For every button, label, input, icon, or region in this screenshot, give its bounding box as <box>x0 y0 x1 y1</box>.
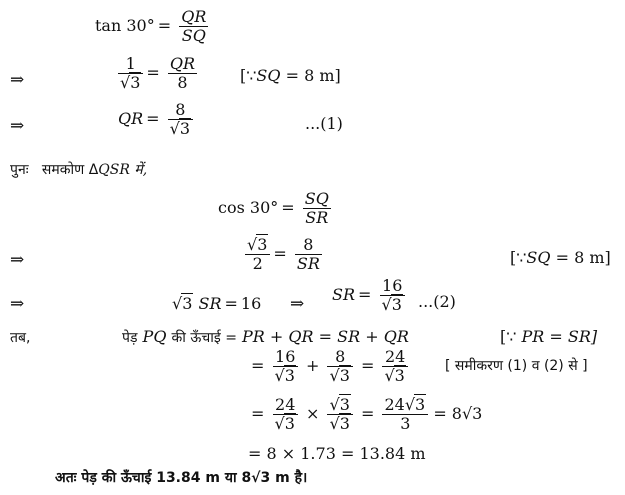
fraction-8-root3 <box>168 101 193 138</box>
fraction-root3-2 <box>245 236 270 273</box>
radical: √ <box>169 119 180 138</box>
denominator <box>327 366 352 385</box>
radicand: 3 <box>394 366 405 385</box>
radicand: 3 <box>182 294 193 313</box>
denominator: 2 <box>245 254 270 273</box>
denominator: 8 <box>168 73 197 92</box>
eq-tan30: tan 30° = $\frac{QR}{SQ}$ <box>95 7 207 45</box>
radical: √ <box>274 414 285 433</box>
numerator: 8 <box>175 100 186 119</box>
radical: √ <box>247 235 258 254</box>
sq-text: SQ <box>526 248 551 267</box>
denominator <box>327 414 352 433</box>
value-16: 16 <box>240 294 262 313</box>
numerator: 8 <box>335 347 346 366</box>
radicand: 3 <box>415 395 426 414</box>
radicand: 3 <box>130 73 141 92</box>
radical: √ <box>329 366 340 385</box>
eight-root3: = 8√3 <box>433 404 483 423</box>
value: = 8 m <box>285 66 335 85</box>
because-symbol: [∵ <box>240 66 257 85</box>
numerator: 1 <box>125 54 136 73</box>
radicand: 3 <box>257 235 268 254</box>
numerator: 24 <box>275 395 296 414</box>
sq-text: SQ <box>256 66 281 85</box>
fraction-sq-sr <box>303 190 331 227</box>
implies-arrow: ⇒ <box>10 294 25 314</box>
eq-one-root3: $\frac{1}{√3}$ = $\frac{QR}{8}$ <box>120 54 196 92</box>
value: 24 <box>384 395 405 414</box>
radical: √ <box>274 366 285 385</box>
radical: √ <box>381 295 392 314</box>
ki-unchai-text: की ऊँचाई = <box>171 330 237 346</box>
radicand: 3 <box>339 414 350 433</box>
final-answer: अतः पेड़ की ऊँचाई 13.84 m या 8√3 m है। <box>55 470 308 486</box>
denominator: SQ <box>179 26 208 45</box>
implies-arrow-inline: ⇒ <box>290 294 305 314</box>
pr-sr-text: PR = SR] <box>521 327 598 346</box>
given-pr-sr <box>500 327 597 347</box>
fraction-24-root3 <box>273 396 298 433</box>
radical: √ <box>329 414 340 433</box>
qr-text: QR <box>118 109 144 128</box>
numerator: 16 <box>382 276 403 295</box>
radical: √ <box>404 395 416 414</box>
cos30-text: cos 30° <box>218 198 279 217</box>
fraction-qr-8 <box>168 55 197 92</box>
tan30-text: tan 30° <box>95 16 155 35</box>
sr-text: SR <box>198 294 222 313</box>
because-symbol: [∵ <box>510 248 527 267</box>
denominator <box>168 119 193 138</box>
bracket: ] <box>334 66 341 85</box>
denominator: SR <box>296 254 320 273</box>
denominator <box>273 366 298 385</box>
radicand: 3 <box>179 119 191 138</box>
fraction-8-sr <box>295 236 322 273</box>
numerator: QR <box>181 7 207 26</box>
denominator <box>118 73 143 92</box>
radicand: 3 <box>391 295 402 314</box>
eq-product: = $\frac{24}{√3}$ × $\frac{√3}{√3}$ = $\frac{24√3}{3}$ = 8√3 <box>251 395 483 433</box>
eq-qr: QR = $\frac{8}{√3}$ <box>118 101 193 138</box>
eq-sr: SR = $\frac{16}{√3}$ <box>332 277 405 314</box>
bracket: ] <box>604 248 611 267</box>
denominator: SR <box>303 208 331 227</box>
samikaran-reference: [ समीकरण (1) व (2) से ] <box>445 358 588 374</box>
numerator <box>245 236 270 254</box>
fraction-1-root3 <box>118 55 143 92</box>
sum-text: PR + QR = SR + QR <box>242 327 409 346</box>
denominator: 3 <box>382 414 428 433</box>
eq-root3-2: $\frac{√3}{2}$ = $\frac{8}{SR}$ <box>247 235 320 273</box>
numerator <box>382 396 428 414</box>
numerator: 8 <box>303 235 314 254</box>
samakon-text: समकोण <box>41 162 85 178</box>
pq-text: PQ <box>142 327 167 346</box>
denominator <box>273 414 298 433</box>
calc-line: = 8 × 1.73 = 13.84 m <box>248 444 426 463</box>
radicand: 3 <box>339 395 350 414</box>
fraction-root3-root3 <box>327 396 352 433</box>
puna-text: पुनः <box>10 162 29 178</box>
given-sq-2 <box>510 248 611 268</box>
radical: √ <box>172 294 183 313</box>
eq-label-2: ...(2) <box>418 292 456 311</box>
eq-sum-fractions: = $\frac{16}{√3}$ + $\frac{8}{√3}$ = $\frac{24}{√3}$ <box>248 348 408 385</box>
value: = 8 m <box>555 248 605 267</box>
sr-text: SR <box>332 285 356 304</box>
fraction-8-root3 <box>327 348 352 385</box>
because-symbol: [∵ <box>500 327 517 346</box>
eq-root3-sr: √3 SR = 16 <box>172 294 262 313</box>
numerator: 24 <box>384 347 406 366</box>
height-equation <box>122 327 409 348</box>
implies-arrow: ⇒ <box>10 250 25 270</box>
fraction-16-root3 <box>273 348 298 385</box>
given-sq <box>240 66 341 86</box>
implies-arrow: ⇒ <box>10 70 25 90</box>
radicand: 3 <box>339 366 350 385</box>
triangle-symbol: Δ <box>88 162 99 178</box>
numerator: QR <box>169 54 196 73</box>
denominator <box>382 366 407 385</box>
fraction-24-root3 <box>382 348 407 385</box>
radicand: 3 <box>284 414 295 433</box>
numerator <box>327 396 352 414</box>
radical: √ <box>329 395 340 414</box>
implies-arrow: ⇒ <box>10 116 25 136</box>
qsr-text: QSR में, <box>98 162 148 178</box>
tab-label: तब, <box>10 330 31 346</box>
ped-text: पेड़ <box>122 330 138 346</box>
fraction-16-root3 <box>380 277 405 314</box>
radicand: 3 <box>284 366 295 385</box>
eq-label-1: ...(1) <box>305 114 343 133</box>
denominator <box>380 295 405 314</box>
radical: √ <box>384 366 395 385</box>
fraction-24root3-3 <box>382 396 428 433</box>
fraction-qr-sq <box>179 8 208 45</box>
numerator: SQ <box>304 189 329 208</box>
numerator: 16 <box>275 347 296 366</box>
intro-triangle <box>10 160 147 180</box>
eq-cos30: cos 30° = $\frac{SQ}{SR}$ <box>218 189 329 227</box>
radical: √ <box>120 73 131 92</box>
